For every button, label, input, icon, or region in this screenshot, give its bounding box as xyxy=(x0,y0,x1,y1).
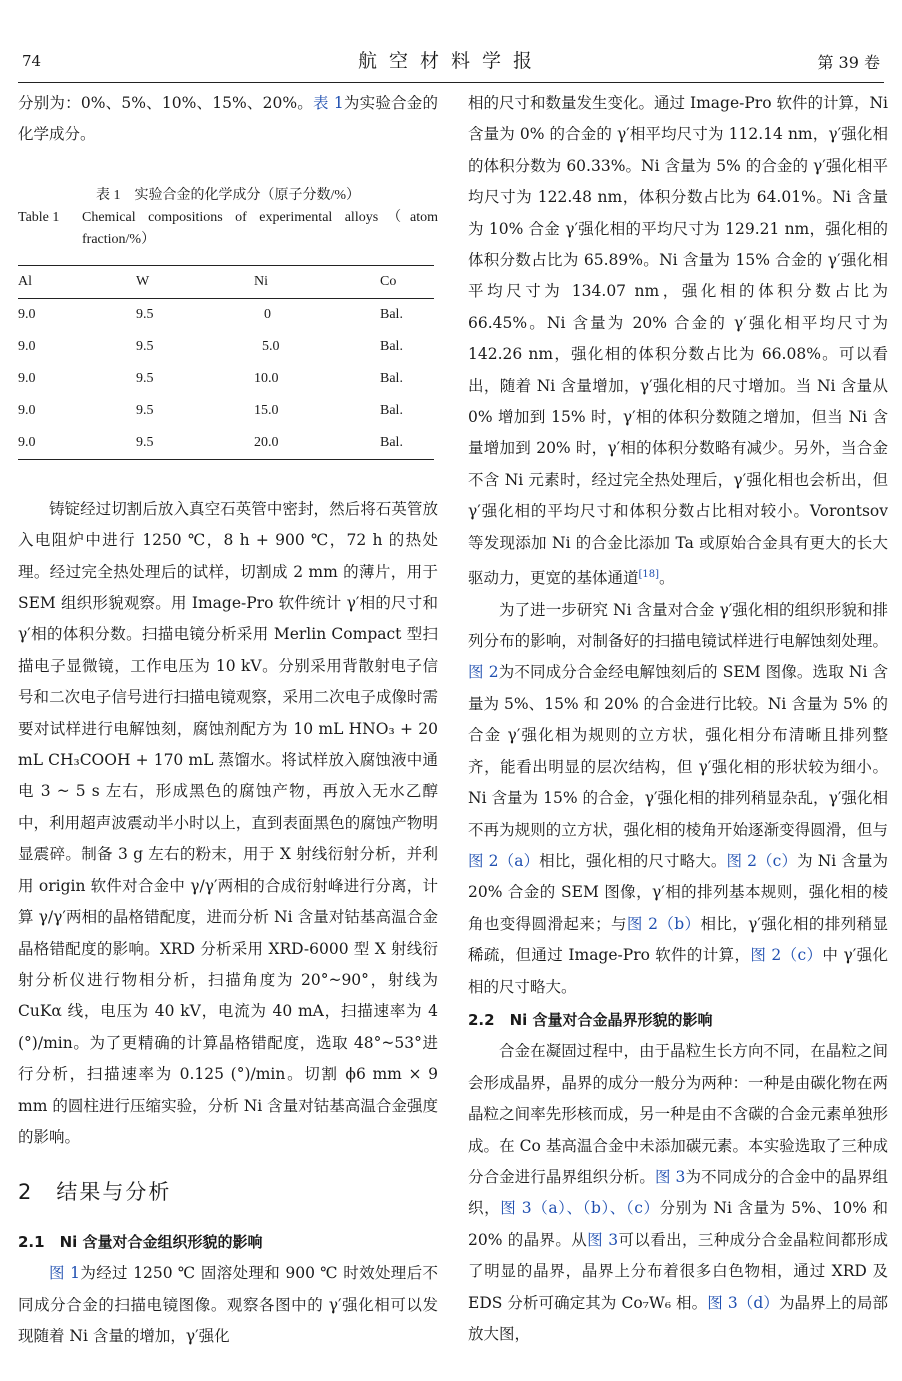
figure-3-link[interactable]: 图 3 xyxy=(587,1230,619,1249)
figure-3abc-link[interactable]: 图 3（a）、（b）、（c） xyxy=(500,1199,660,1218)
subsection-heading: 2.2 Ni 含量对合金晶界形貌的影响 xyxy=(468,1010,713,1029)
header-rule xyxy=(18,82,884,83)
figure-1-link[interactable]: 图 1 xyxy=(49,1264,80,1283)
table-header: W xyxy=(136,274,150,290)
gamma-size-paragraph: 相的尺寸和数量发生变化。通过 Image-Pro 软件的计算，Ni 含量为 0% 的合金的 γ′相平均尺寸为 112.14 nm，γ′强化相的体积分数为 60.33%。Ni 含量为 5% 的合金的 γ′强化相平均尺寸为 122.48 nm，体积分数占比为 64.01%。Ni 含量为 10% 合金 γ′强化相的平均尺寸为 129.21 nm，强化相的体积分数占比为 65.89%。Ni 含量为 15% 合金的 γ′强化相平均尺寸为 134.07 nm，强化相的体积分数占比为 66.45%。Ni 含量为 20% 合金的 γ′强化相平均尺寸为 142.26 nm，强化相的体积分数占比为 66.08%。可以看出，随着 Ni 含量增加，γ′强化相的尺寸增加。当 Ni 含量从 0% 增加到 15% 时，γ′相的体积分数随之增加，但当 Ni 含量增加到 20% 时，γ′相的体积分数略有减少。另外，当合金不含 Ni 元素时，经过完全热处理后，γ′强化相也会析出，但 γ′强化相的平均尺寸和体积分数占比相对较小。Vorontsov 等发现添加 Ni 的合金比添加 Ta 或原始合金具有更大的长大驱动力，更宽的基体通道[18]。 xyxy=(468,94,888,588)
composition-table xyxy=(18,265,434,460)
table-row: 9.0 9.5 10.0 Bal. xyxy=(18,371,403,387)
results-paragraph: 图 1为经过 1250 ℃ 固溶处理和 900 ℃ 时效处理后不同成分合金的扫描电镜图像。观察各图中的 γ′强化相可以发现随着 Ni 含量的增加，γ′强化 xyxy=(18,1264,438,1345)
running-header xyxy=(0,44,902,80)
figure-2a-link[interactable]: 图 2（a） xyxy=(468,851,540,870)
figure-2b-link[interactable]: 图 2（b） xyxy=(626,914,701,933)
table-row: 9.0 9.5 0 Bal. xyxy=(18,307,403,323)
table-row: 9.0 9.5 20.0 Bal. xyxy=(18,427,434,460)
figure-2c-link[interactable]: 图 2（c） xyxy=(750,946,823,965)
journal-title: 航空材料学报 xyxy=(357,50,544,72)
reference-18-link[interactable]: [18] xyxy=(638,569,660,581)
table-header: Co xyxy=(380,274,397,290)
subsection-heading: 2.1 Ni 含量对合金组织形貌的影响 xyxy=(18,1232,263,1251)
table-header: Ni xyxy=(254,274,268,290)
intro-paragraph: 分别为：0%、5%、10%、15%、20%。表 1为实验合金的化学成分。 xyxy=(18,94,438,144)
table-row: 9.0 9.5 5.0 Bal. xyxy=(18,339,403,355)
table-1-link[interactable]: 表 1 xyxy=(313,94,344,112)
volume-label: 第 39 卷 xyxy=(817,53,880,72)
grain-boundary-paragraph: 合金在凝固过程中，由于晶粒生长方向不同，在晶粒之间会形成晶界，晶界的成分一般分为两种：一种是由碳化物在两晶粒之间率先形核而成，另一种是由不含碳的合金元素单独形成。在 Co 基高温合金中未添加碳元素。本实验选取了三种成分合金进行晶界组织分析。图 3为不同成分的合金中的晶界组织，图 3（a）、（b）、（c）分别为 Ni 含量为 5%、10% 和 20% 的晶界。从图 3可以看出，三种成分合金晶粒间都形成了明显的晶界，晶界上分布着很多白色物相，通过 XRD 及 EDS 分析可确定其为 Co₇W₆ 相。图 3（d）为晶界上的局部放大图， xyxy=(468,1042,888,1343)
page-number: 74 xyxy=(22,52,42,70)
figure-2-link[interactable]: 图 2 xyxy=(468,663,499,682)
table-row: 9.0 9.5 15.0 Bal. xyxy=(18,403,403,419)
section-heading: 2 结果与分析 xyxy=(18,1180,172,1205)
etching-paragraph: 为了进一步研究 Ni 含量对合金 γ′强化相的组织形貌和排列分布的影响，对制备好的扫描电镜试样进行电解蚀刻处理。图 2为不同成分合金经电解蚀刻后的 SEM 图像。选取 Ni 含量为 5%、15% 和 20% 的合金进行比较。Ni 含量为 5% 的合金 γ′强化相为规则的立方状，强化相分布清晰且排列整齐，能看出明显的层次结构，但 γ′强化相的形状较为细小。Ni 含量为 15% 的合金，γ′强化相的排列稍显杂乱，γ′强化相不再为规则的立方状，强化相的棱角开始逐渐变得圆滑，但与图 2（a）相比，强化相的尺寸略大。图 2（c）为 Ni 含量为 20% 合金的 SEM 图像，γ′相的排列基本规则，强化相的棱角也变得圆滑起来；与图 2（b）相比，γ′强化相的排列稍显稀疏，但通过 Image-Pro 软件的计算，图 2（c）中 γ′强化相的尺寸略大。 xyxy=(468,600,888,996)
right-column xyxy=(468,88,888,1350)
left-column xyxy=(18,88,438,1352)
figure-2c-link[interactable]: 图 2（c） xyxy=(726,851,798,870)
table-header: Al xyxy=(18,274,32,290)
table-header-row xyxy=(18,265,434,298)
method-paragraph: 铸锭经过切割后放入真空石英管中密封，然后将石英管放入电阻炉中进行 1250 ℃，8 h + 900 ℃，72 h 的热处理。经过完全热处理后的试样，切割成 2 mm 的薄片，用于 SEM 组织形貌观察。用 Image-Pro 软件统计 γ′相的尺寸和 γ′相的体积分数。扫描电镜分析采用 Merlin Compact 型扫描电子显微镜，工作电压为 10 kV。分别采用背散射电子信号和二次电子信号进行扫描电镜观察，采用二次电子成像时需要对试样进行电解蚀刻，腐蚀剂配方为 10 mL HNO₃ + 20 mL CH₃COOH + 170 mL 蒸馏水。将试样放入腐蚀液中通电 3 ~ 5 s 左右，形成黑色的腐蚀产物，再放入无水乙醇中，利用超声波震动半小时以上，直到表面黑色的腐蚀产物明显震碎。制备 3 g 左右的粉末，用于 X 射线衍射分析，并利用 origin 软件对合金中 γ/γ′两相的合成衍射峰进行分离，计算 γ/γ′两相的晶格错配度，进而分析 Ni 含量对钴基高温合金晶格错配度的影响。XRD 分析采用 XRD-6000 型 X 射线衍射分析仪进行物相分析，扫描角度为 20°~90°，射线为 CuKα 线，电压为 40 kV，电流为 40 mA，扫描速率为 4 (°)/min。为了更精确的计算晶格错配度，选取 48°~53°进行分析，扫描速率为 0.125 (°)/min。切割 ϕ6 mm × 9 mm 的圆柱进行压缩实验，分析 Ni 含量对钴基高温合金强度的影响。 xyxy=(18,499,438,1146)
figure-3-link[interactable]: 图 3 xyxy=(654,1167,686,1186)
table-caption-zh: 表 1 实验合金的化学成分（原子分数/%） xyxy=(95,187,361,203)
figure-3d-link[interactable]: 图 3（d） xyxy=(707,1293,779,1312)
table-caption-en: Table 1 Chemical compositions of experimental alloys（atom fraction/%） xyxy=(18,209,438,247)
